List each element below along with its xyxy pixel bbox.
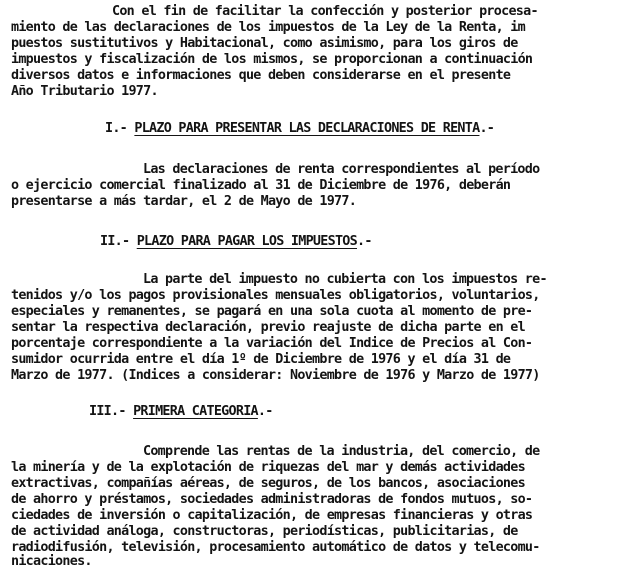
paragraph-line: La parte del impuesto no cubierta con los impuestos re-: [143, 272, 547, 287]
paragraph-line: Comprende las rentas de la industria, del comercio, de: [143, 444, 540, 459]
intro-line: Año Tributario 1977.: [11, 84, 158, 99]
section-suffix: .-: [257, 404, 273, 419]
section-suffix: .-: [479, 121, 495, 136]
section-heading-1: [105, 121, 494, 137]
paragraph-line: porcentaje correspondiente a la variación del Indice de Precios al Con-: [11, 336, 533, 351]
section-suffix: .-: [356, 234, 372, 249]
paragraph-line: la minería y de la explotación de riquezas del mar y demás actividades: [11, 460, 525, 475]
paragraph-line: sumidor ocurrida entre el día 1º de Diciembre de 1976 y el día 31 de: [11, 352, 511, 367]
section-number: I.-: [105, 121, 128, 136]
paragraph-line: ciedades de inversión o capitalización, de empresas financieras y otras: [11, 508, 533, 523]
paragraph-line: especiales y remanentes, se pagará en una sola cuota al momento de pre-: [11, 304, 533, 319]
section-title: PRIMERA CATEGORIA: [133, 404, 258, 419]
paragraph-line: extractivas, compañías aéreas, de seguros, de los bancos, asociaciones: [11, 476, 525, 491]
paragraph-line: radiodifusión, televisión, procesamiento automático de datos y telecomu-: [11, 540, 540, 555]
section-title: PLAZO PARA PRESENTAR LAS DECLARACIONES DE RENTA: [134, 121, 480, 136]
paragraph-line: o ejercicio comercial finalizado al 31 de Diciembre de 1976, deberán: [11, 178, 511, 193]
section-number: II.-: [100, 234, 130, 249]
paragraph-line: nicaciones.: [11, 554, 92, 569]
intro-line: miento de las declaraciones de los impuestos de la Ley de la Renta, im: [11, 20, 525, 35]
paragraph-line: Marzo de 1977. (Indices a considerar: Noviembre de 1976 y Marzo de 1977): [11, 368, 540, 383]
section-heading-3: [89, 404, 273, 420]
section-heading-2: [100, 234, 372, 250]
section-title: PLAZO PARA PAGAR LOS IMPUESTOS: [136, 234, 357, 249]
paragraph-line: Las declaraciones de renta correspondientes al período: [143, 162, 540, 177]
paragraph-line: de ahorro y préstamos, sociedades administradoras de fondos mutuos, so-: [11, 492, 533, 507]
intro-line: Con el fin de facilitar la confección y posterior procesa-: [112, 4, 538, 19]
paragraph-line: tenidos y/o los pagos provisionales mensuales obligatorios, voluntarios,: [11, 288, 540, 303]
paragraph-line: presentarse a más tardar, el 2 de Mayo de 1977.: [11, 194, 357, 209]
section-number: III.-: [89, 404, 126, 419]
paragraph-line: sentar la respectiva declaración, previo reajuste de dicha parte en el: [11, 320, 525, 335]
paragraph-line: de actividad análoga, constructoras, periodísticas, publicitarias, de: [11, 524, 518, 539]
intro-line: diversos datos e informaciones que deben considerarse en el presente: [11, 68, 511, 83]
intro-line: impuestos y fiscalización de los mismos, se proporcionan a continuación: [11, 52, 533, 67]
intro-line: puestos sustitutivos y Habitacional, como asimismo, para los giros de: [11, 36, 518, 51]
